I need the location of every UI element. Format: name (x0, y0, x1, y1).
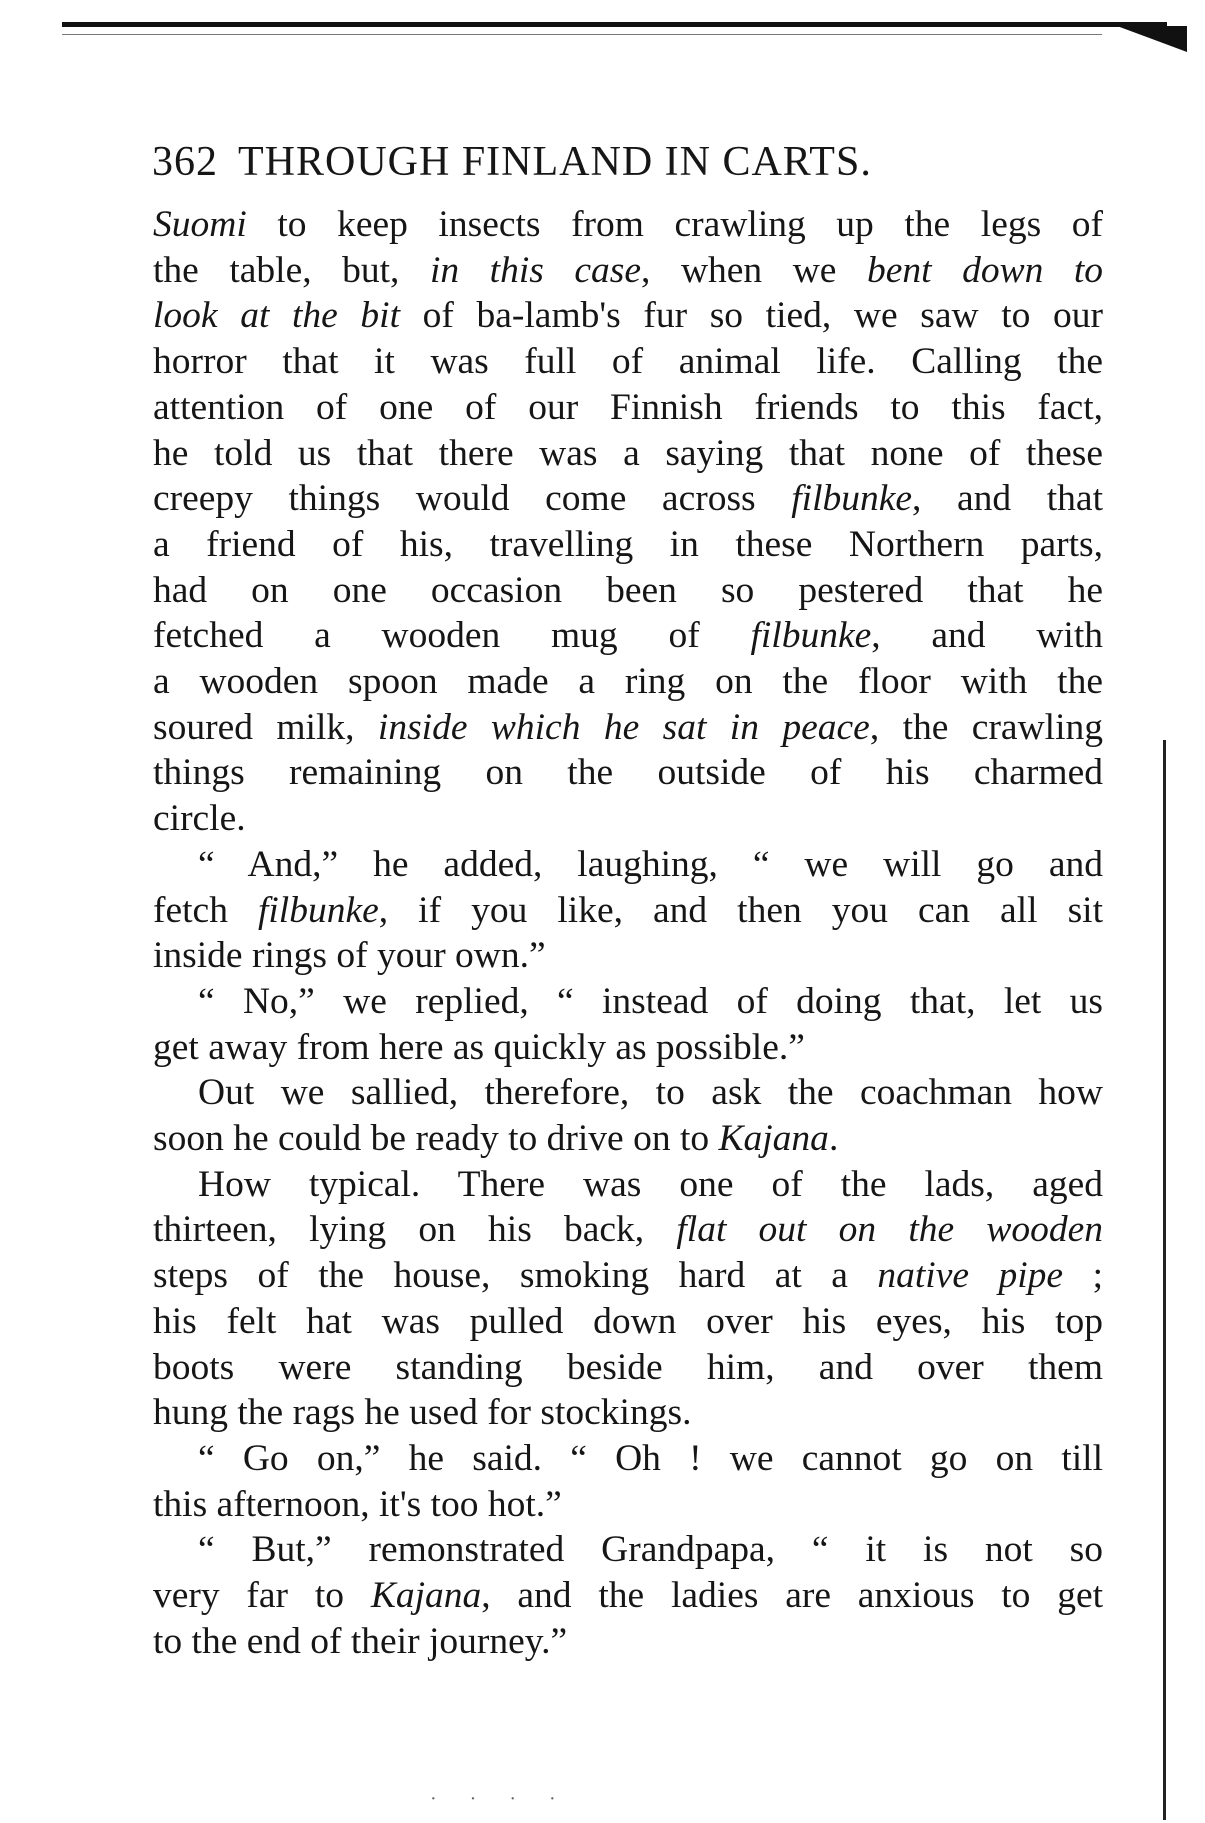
paragraph (153, 202, 1103, 796)
text-line: a friend of his, travelling in these Northern parts, (153, 523, 1103, 565)
text-line: attention of one of our Finnish friends to this fact, (153, 386, 1103, 428)
text-line: to the end of their journey.” (153, 1620, 568, 1662)
running-header (152, 138, 1102, 186)
paragraph (153, 1162, 1103, 1391)
body-text (153, 202, 1103, 1665)
text-line: look at the bit of ba-lamb's fur so tied, we saw to our (153, 295, 1103, 337)
paragraph (153, 979, 1103, 1025)
top-rule (62, 22, 1167, 27)
text-line: hung the rags he used for stockings. (153, 1392, 692, 1434)
text-line: “ But,” remonstrated Grandpapa, “ it is not so (198, 1529, 1103, 1571)
paragraph-end (153, 1390, 1103, 1436)
paragraph-end (153, 1025, 1103, 1071)
rule-tail (1117, 26, 1187, 52)
text-line: fetch filbunke, if you like, and then you can all sit (153, 889, 1103, 931)
side-rule (1163, 740, 1166, 1820)
text-line: things remaining on the outside of his charmed (153, 752, 1103, 794)
paragraph (153, 1436, 1103, 1482)
text-line: a wooden spoon made a ring on the floor with the (153, 661, 1103, 703)
text-line: fetched a wooden mug of filbunke, and with (153, 615, 1103, 657)
text-line: inside rings of your own.” (153, 935, 546, 977)
text-line: the table, but, in this case, when we bent down to (153, 249, 1104, 291)
text-line: soon he could be ready to drive on to Kajana. (153, 1118, 839, 1160)
text-line: horror that it was full of animal life. Calling the (153, 341, 1103, 383)
text-line: Suomi to keep insects from crawling up the legs of (153, 204, 1103, 245)
text-line: this afternoon, it's too hot.” (153, 1483, 562, 1525)
text-line: very far to Kajana, and the ladies are anxious to get (153, 1575, 1104, 1617)
text-line: he told us that there was a saying that none of these (153, 432, 1103, 474)
paragraph (153, 1527, 1103, 1618)
paragraph-end (153, 1116, 1103, 1162)
text-line: soured milk, inside which he sat in peace, the crawling (153, 706, 1103, 748)
text-line: his felt hat was pulled down over his eyes, his top (153, 1300, 1103, 1342)
text-line: thirteen, lying on his back, flat out on the wooden (153, 1209, 1103, 1251)
running-title: THROUGH FINLAND IN CARTS. (238, 139, 872, 185)
top-rule-thin (62, 34, 1102, 35)
text-line: get away from here as quickly as possible.” (153, 1026, 805, 1068)
page-number: 362 (152, 139, 218, 185)
print-specks: · · · · (430, 1788, 570, 1810)
text-line: “ No,” we replied, “ instead of doing that, let us (198, 980, 1103, 1022)
paragraph-end (153, 1482, 1103, 1528)
text-line: Out we sallied, therefore, to ask the coachman how (198, 1072, 1103, 1114)
text-line: How typical. There was one of the lads, aged (198, 1163, 1103, 1205)
paragraph-end (153, 1619, 1103, 1665)
text-line: circle. (153, 798, 246, 840)
paragraph (153, 842, 1103, 933)
text-line: boots were standing beside him, and over them (153, 1346, 1103, 1388)
text-line: steps of the house, smoking hard at a native pipe ; (153, 1255, 1103, 1297)
paragraph-end (153, 796, 1103, 842)
text-line: had on one occasion been so pestered that he (153, 569, 1103, 611)
paragraph-end (153, 933, 1103, 979)
text-line: “ And,” he added, laughing, “ we will go and (198, 843, 1103, 885)
text-line: “ Go on,” he said. “ Oh ! we cannot go on till (198, 1437, 1103, 1479)
text-line: creepy things would come across filbunke, and that (153, 478, 1103, 520)
paragraph (153, 1070, 1103, 1116)
